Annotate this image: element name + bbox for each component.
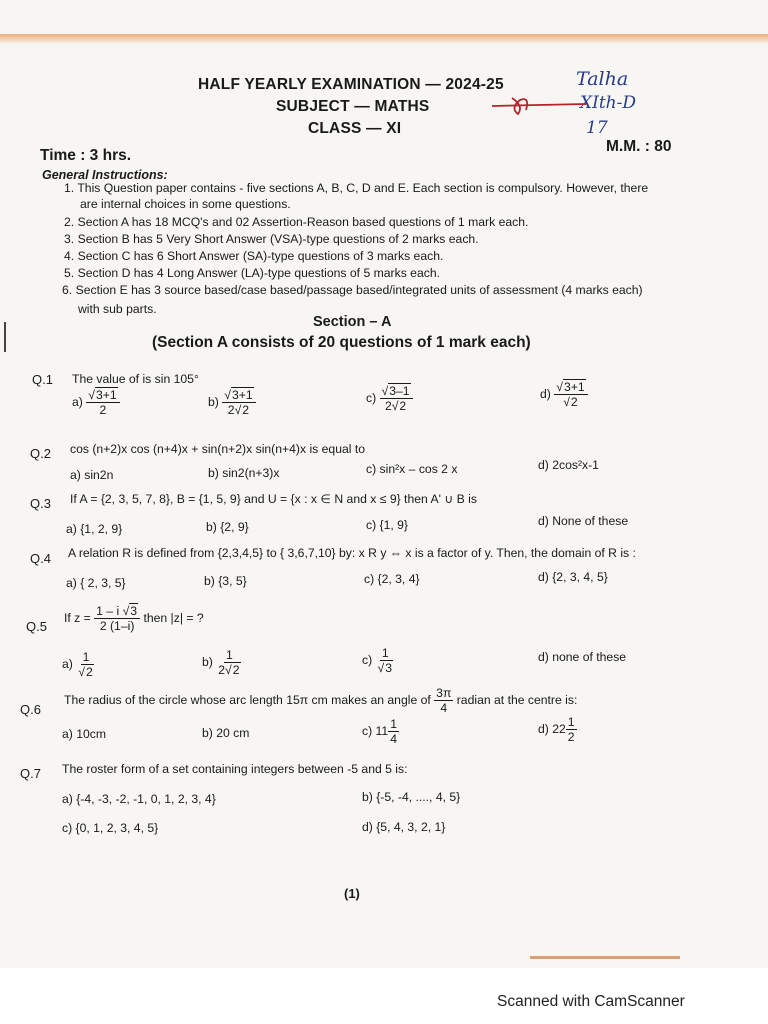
- question-number: Q.4: [30, 551, 51, 566]
- section-title: Section – A: [313, 314, 392, 330]
- time-allowed: Time : 3 hrs.: [40, 147, 132, 164]
- question-number: Q.6: [20, 702, 41, 717]
- option-a: a) sin2n: [70, 468, 114, 482]
- class-line: CLASS — XI: [308, 120, 402, 137]
- option-c: c) sin²x – cos 2 x: [366, 462, 458, 476]
- question-number: Q.3: [30, 496, 51, 511]
- instruction-item-cont: are internal choices in some questions.: [80, 197, 291, 211]
- margin-mark: [4, 322, 6, 352]
- option-b: b) $\frac{√3+1}{2√2}$: [208, 388, 256, 417]
- option-a: a) {1, 2, 9}: [66, 522, 123, 536]
- option-c: c) $\frac{√3-1}{2√2}$: [366, 384, 413, 413]
- option-a: a) 10cm: [62, 727, 107, 741]
- subject-line: SUBJECT — MATHS: [276, 98, 430, 115]
- question-text: A relation R is defined from {2,3,4,5} to { 3,6,7,10} by: x R y ⇔ x is a factor of y. Then, the domain of R is :: [68, 546, 636, 560]
- option-b: b) {2, 9}: [206, 520, 249, 534]
- option-d: d) 2cos²x-1: [538, 458, 599, 472]
- option-d: d) $\frac{√3+1}{√2}$: [540, 380, 588, 409]
- option-a: a) {-4, -3, -2, -1, 0, 1, 2, 3, 4}: [62, 792, 216, 806]
- option-c: c) {0, 1, 2, 3, 4, 5}: [62, 821, 159, 835]
- option-d: d) {2, 3, 4, 5}: [538, 570, 608, 584]
- question-text: cos (n+2)x cos (n+4)x + sin(n+2)x sin(n+4)x is equal to: [70, 442, 366, 456]
- section-subtitle: (Section A consists of 20 questions of 1 mark each): [152, 334, 531, 351]
- handwritten-name: Talha: [576, 68, 629, 90]
- option-c: c) {1, 9}: [366, 518, 409, 532]
- option-b: b) $\frac{1}{2√2}$: [202, 648, 240, 678]
- option-a: a) $\frac{√3+1}{2}$: [72, 388, 120, 417]
- option-b: b) {3, 5}: [204, 574, 247, 588]
- question-number: Q.5: [26, 619, 47, 634]
- question-text: The radius of the circle whose arc length 15π cm makes an angle of $\frac{3\pi}{4}$ radian at the centre is:: [64, 686, 578, 716]
- option-a: a) $\frac{1}{√2}$: [62, 650, 93, 680]
- option-b: b) {-5, -4, ...., 4, 5}: [362, 790, 461, 804]
- instruction-item: 2. Section A has 18 MCQ's and 02 Assertion-Reason based questions of 1 mark each.: [64, 215, 529, 229]
- option-d: d) None of these: [538, 514, 629, 528]
- option-d: d) {5, 4, 3, 2, 1}: [362, 820, 446, 834]
- option-c: c) {2, 3, 4}: [364, 572, 420, 586]
- question-text: If A = {2, 3, 5, 7, 8}, B = {1, 5, 9} and U = {x : x ∈ N and x ≤ 9} then A' ∪ B is: [70, 492, 477, 506]
- handwritten-roll: 17: [586, 118, 608, 138]
- handwritten-class: XIth-D: [580, 93, 636, 113]
- question-number: Q.1: [32, 372, 53, 387]
- scanner-watermark: Scanned with CamScanner: [497, 993, 685, 1010]
- instruction-item-cont: with sub parts.: [78, 302, 157, 316]
- instruction-item: 6. Section E has 3 source based/case based/passage based/integrated units of assessment (4 marks each): [62, 283, 643, 297]
- pen-scribble: [490, 94, 590, 118]
- exam-title: HALF YEARLY EXAMINATION — 2024-25: [198, 76, 504, 93]
- page-number: (1): [344, 886, 360, 901]
- option-d: d) none of these: [538, 650, 627, 664]
- paper-edge-bottom: [530, 956, 680, 959]
- paper-edge-top: [0, 34, 768, 44]
- option-b: b) 20 cm: [202, 726, 250, 740]
- option-c: c) $\frac{1}{√3}$: [362, 646, 393, 676]
- question-number: Q.2: [30, 446, 51, 461]
- instruction-item: 4. Section C has 6 Short Answer (SA)-type questions of 3 marks each.: [64, 249, 444, 263]
- question-text: If z = $\frac{1 - i √3}{2 (1-i)}$ then |z| = ?: [64, 604, 204, 634]
- question-text: The roster form of a set containing integers between -5 and 5 is:: [62, 762, 408, 776]
- instruction-item: 5. Section D has 4 Long Answer (LA)-type questions of 5 marks each.: [64, 266, 440, 280]
- option-a: a) { 2, 3, 5}: [66, 576, 126, 590]
- question-number: Q.7: [20, 766, 41, 781]
- question-text: The value of is sin 105°: [72, 372, 199, 386]
- instruction-item: 1. This Question paper contains - five sections A, B, C, D and E. Each section is compulsory. However, there: [64, 181, 649, 195]
- option-d: d) 22 $\frac{1}{2}$: [538, 715, 575, 745]
- instructions-heading: General Instructions:: [42, 168, 168, 182]
- option-b: b) sin2(n+3)x: [208, 466, 280, 480]
- max-marks: M.M. : 80: [606, 138, 672, 155]
- option-c: c) 11 $\frac{1}{4}$: [362, 717, 397, 747]
- instruction-item: 3. Section B has 5 Very Short Answer (VSA)-type questions of 2 marks each.: [64, 232, 479, 246]
